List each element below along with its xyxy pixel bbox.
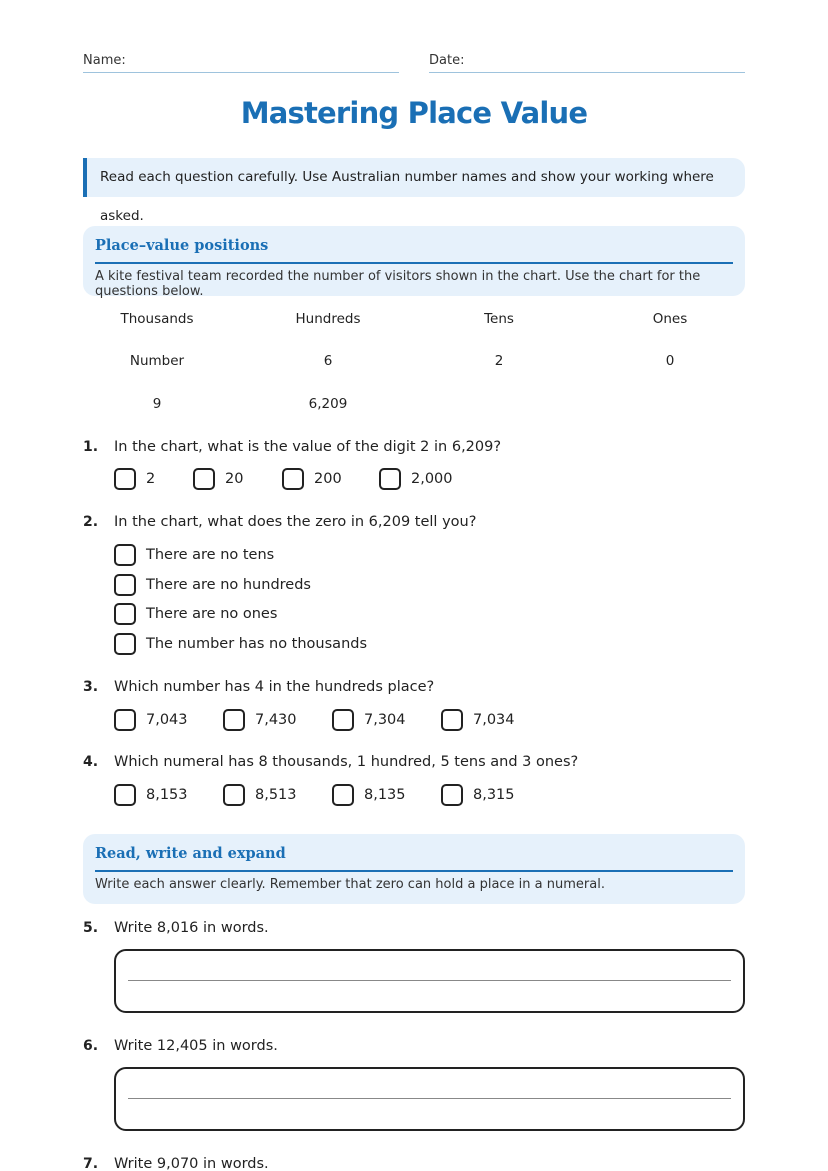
writing-line [128,1098,731,1099]
answer-option[interactable] [223,784,297,806]
question-number: 2. [83,514,99,530]
option-label: There are no hundreds [146,577,311,593]
answer-option[interactable] [114,574,311,596]
checkbox[interactable] [332,709,354,731]
page-title: Mastering Place Value [240,96,588,130]
answer-option[interactable] [114,603,277,625]
option-label: 7,034 [473,712,515,728]
date-label: Date: [429,53,465,68]
section-description: A kite festival team recorded the number of visitors shown in the chart. Use the chart for the questions below. [95,269,701,299]
option-label: There are no ones [146,606,278,622]
writing-line [128,980,731,981]
answer-option[interactable] [114,709,188,731]
question-text: Which number has 4 in the hundreds place? [114,679,435,695]
question-text: Write 8,016 in words. [114,920,269,936]
question-number: 7. [83,1156,99,1171]
section-read-write-expand [83,834,745,904]
option-label: 2 [146,471,156,487]
table-cell: Tens [484,311,514,327]
table-cell: Ones [652,311,688,327]
option-label: 7,304 [364,712,406,728]
option-label: 2,000 [411,471,453,487]
question-text: Which numeral has 8 thousands, 1 hundred, 5 tens and 3 ones? [114,754,579,770]
option-label: 8,153 [146,787,188,803]
answer-option[interactable] [379,468,453,490]
table-cell: 9 [152,396,162,412]
question-text: In the chart, what is the value of the digit 2 in 6,209? [114,439,502,455]
question-number: 4. [83,754,99,770]
section-place-value [83,226,745,299]
option-label: 200 [314,471,342,487]
answer-box[interactable] [114,949,745,1013]
checkbox[interactable] [114,709,136,731]
answer-option[interactable] [114,468,155,490]
option-label: The number has no thousands [146,636,368,652]
checkbox[interactable] [114,544,136,566]
option-label: 8,513 [255,787,297,803]
checkbox[interactable] [114,784,136,806]
answer-option[interactable] [114,633,367,655]
checkbox[interactable] [441,784,463,806]
checkbox[interactable] [114,603,136,625]
checkbox[interactable] [114,468,136,490]
table-cell: 0 [665,353,675,369]
answer-option[interactable] [114,784,188,806]
question-text: Write 12,405 in words. [114,1038,278,1054]
answer-option[interactable] [441,709,515,731]
question-number: 5. [83,920,99,936]
table-cell: Thousands [120,311,194,327]
checkbox[interactable] [441,709,463,731]
checkbox[interactable] [379,468,401,490]
question-number: 1. [83,439,99,455]
option-label: 8,315 [473,787,515,803]
answer-option[interactable] [193,468,243,490]
name-label: Name: [83,53,126,68]
section-divider [95,870,733,872]
answer-option[interactable] [332,784,406,806]
question-text: Write 9,070 in words. [114,1156,269,1171]
date-field[interactable] [429,72,745,73]
answer-option[interactable] [114,544,274,566]
checkbox[interactable] [332,784,354,806]
section-divider [95,262,733,264]
question-number: 6. [83,1038,99,1054]
table-cell: Hundreds [295,311,361,327]
table-cell: 2 [494,353,504,369]
answer-option[interactable] [223,709,297,731]
checkbox[interactable] [223,784,245,806]
option-label: 20 [225,471,244,487]
answer-option[interactable] [332,709,406,731]
option-label: 7,043 [146,712,188,728]
instructions-callout: Read each question carefully. Use Australian number names and show your working where asked. [83,158,745,197]
option-label: 8,135 [364,787,406,803]
table-cell: Number [129,353,185,369]
checkbox[interactable] [282,468,304,490]
section-title: Place–value positions [95,237,269,254]
checkbox[interactable] [114,633,136,655]
question-text: In the chart, what does the zero in 6,209 tell you? [114,514,477,530]
checkbox[interactable] [223,709,245,731]
option-label: 7,430 [255,712,297,728]
answer-box[interactable] [114,1067,745,1131]
answer-option[interactable] [282,468,342,490]
option-label: There are no tens [146,547,275,563]
table-cell: 6,209 [308,396,348,412]
section-title: Read, write and expand [95,845,286,862]
checkbox[interactable] [114,574,136,596]
answer-option[interactable] [441,784,515,806]
question-number: 3. [83,679,99,695]
name-field[interactable] [83,72,399,73]
checkbox[interactable] [193,468,215,490]
section-description: Write each answer clearly. Remember that zero can hold a place in a numeral. [95,877,605,892]
table-cell: 6 [323,353,333,369]
